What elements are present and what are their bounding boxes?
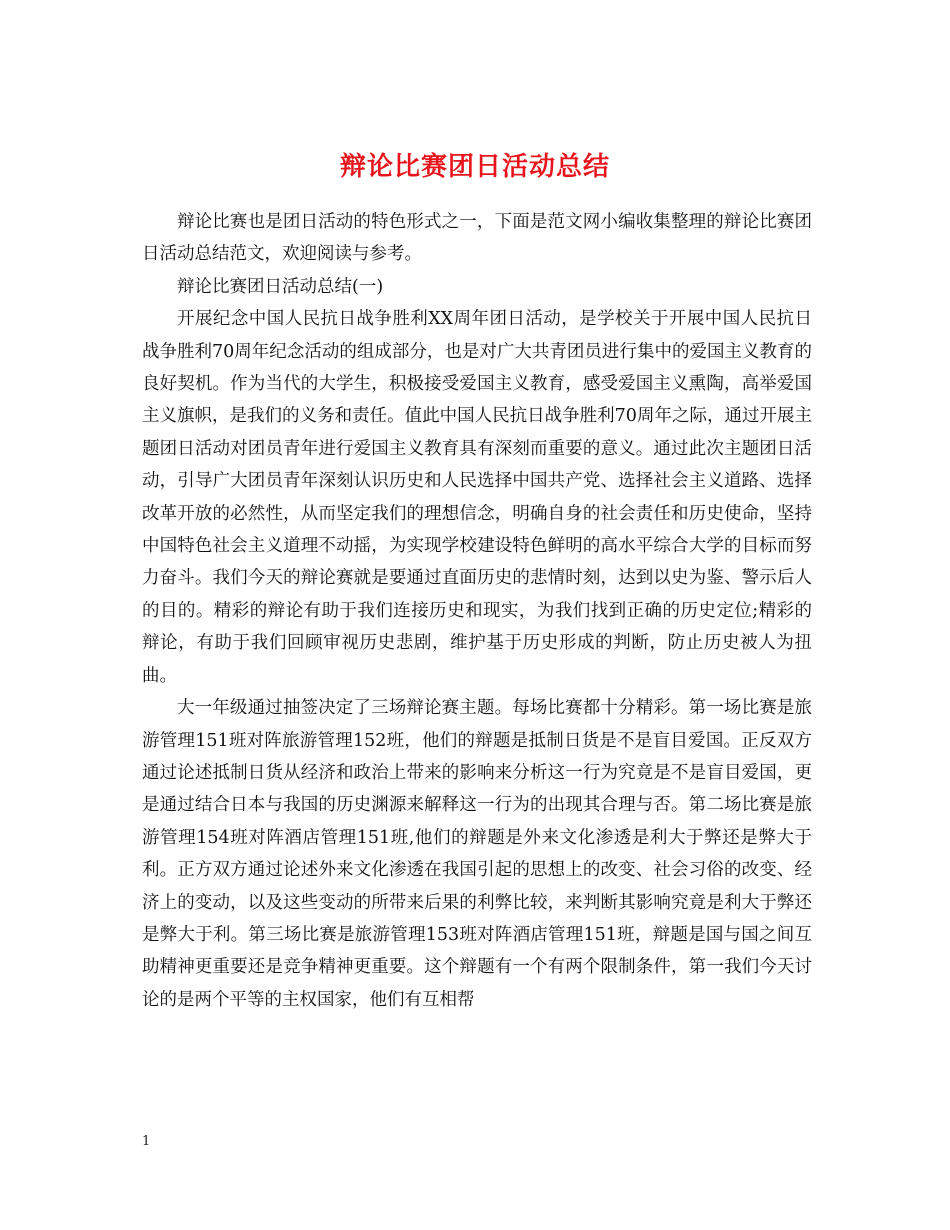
body-paragraph: 大一年级通过抽签决定了三场辩论赛主题。每场比赛都十分精彩。第一场比赛是旅游管理151班对阵旅游管理152班，他们的辩题是抵制日货是不是盲目爱国。正反双方通过论述抵制日货从经济和政治上带来的影响来分析这一行为究竟是不是盲目爱国，更是通过结合日本与我国的历史渊源来解释这一行为的出现其合理与否。第二场比赛是旅游管理154班对阵酒店管理151班,他们的辩题是外来文化渗透是利大于弊还是弊大于利。正方双方通过论述外来文化渗透在我国引起的思想上的改变、社会习俗的改变、经济上的变动，以及这些变动的所带来后果的利弊比较，来判断其影响究竟是利大于弊还是弊大于利。第三场比赛是旅游管理153班对阵酒店管理151班，辩题是国与国之间互助精神更重要还是竞争精神更重要。这个辩题有一个有两个限制条件，第一我们今天讨论的是两个平等的主权国家，他们有互相帮 — [142, 698, 812, 1010]
document-title: 辩论比赛团日活动总结 — [339, 152, 610, 183]
section-heading: 辩论比赛团日活动总结(一) — [177, 276, 384, 297]
page-number: 1 — [142, 1134, 151, 1149]
body-paragraph: 开展纪念中国人民抗日战争胜利XX周年团日活动，是学校关于开展中国人民抗日战争胜利70周年纪念活动的组成部分，也是对广大共青团员进行集中的爱国主义教育的良好契机。作为当代的大学生，积极接受爱国主义教育，感受爱国主义熏陶，高举爱国主义旗帜，是我们的义务和责任。值此中国人民抗日战争胜利70周年之际，通过开展主题团日活动对团员青年进行爱国主义教育具有深刻而重要的意义。通过此次主题团日活动，引导广大团员青年深刻认识历史和人民选择中国共产党、选择社会主义道路、选择改革开放的必然性，从而坚定我们的理想信念，明确自身的社会责任和历史使命，坚持中国特色社会主义道理不动摇，为实现学校建设特色鲜明的高水平综合大学的目标而努力奋斗。我们今天的辩论赛就是要通过直面历史的悲情时刻，达到以史为鉴、警示后人的目的。精彩的辩论有助于我们连接历史和现实，为我们找到正确的历史定位;精彩的辩论，有助于我们回顾审视历史悲剧，维护基于历史形成的判断，防止历史被人为扭曲。 — [142, 309, 812, 686]
document-body — [142, 206, 812, 1016]
intro-paragraph: 辩论比赛也是团日活动的特色形式之一，下面是范文网小编收集整理的辩论比赛团日活动总结范文，欢迎阅读与参考。 — [142, 212, 812, 265]
